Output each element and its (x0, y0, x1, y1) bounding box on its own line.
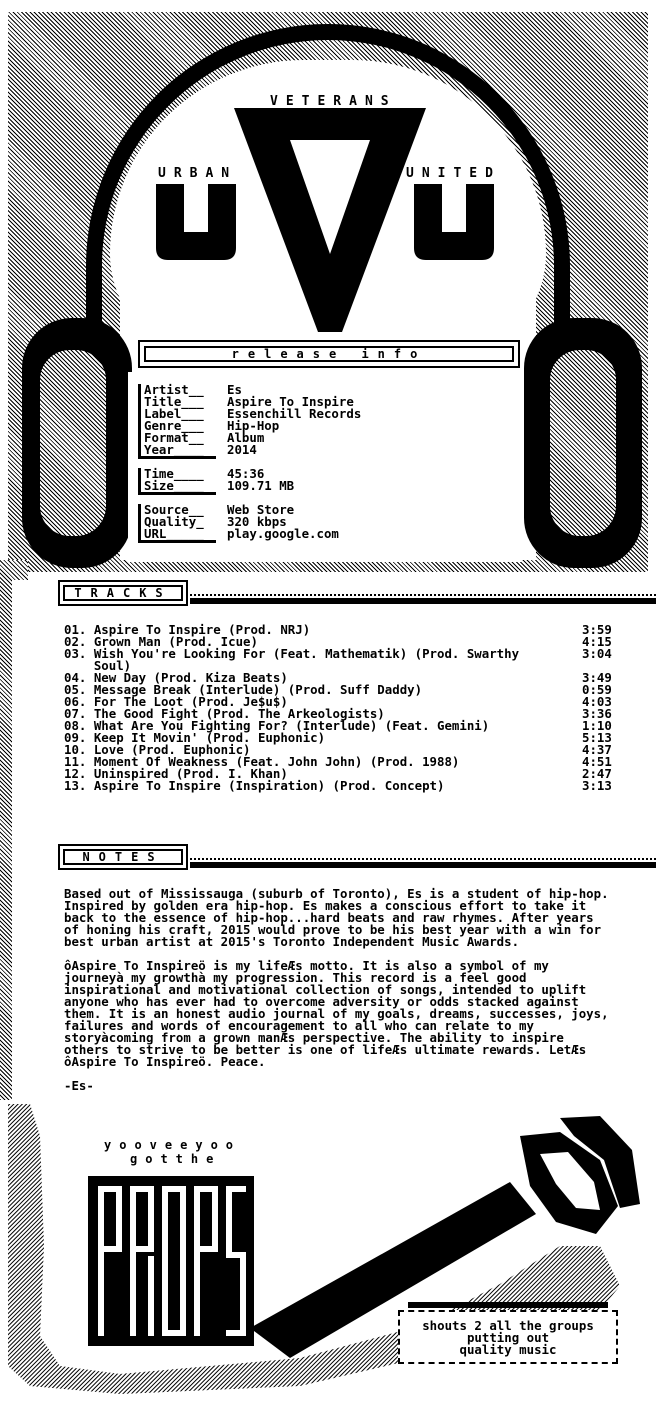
track-duration: 3:49 (582, 670, 612, 685)
info-group-size (138, 466, 295, 495)
info-label: Quality_ (144, 514, 204, 529)
info-value: Es (227, 382, 242, 397)
logo-v-shape (230, 104, 430, 336)
logo-u-left (154, 184, 238, 262)
track-list (64, 624, 624, 792)
info-value: Album (227, 430, 265, 445)
info-value: 2014 (227, 442, 257, 457)
info-label: Source__ (144, 502, 204, 517)
info-label: Year____ (144, 442, 204, 457)
track-duration: 5:13 (582, 730, 612, 745)
track-title: 03. Wish You're Looking For (Feat. Mathematik) (Prod. Swarthy Soul) (64, 646, 520, 673)
tracks-heading-rule (190, 598, 656, 604)
shouts-line: quality music (459, 1342, 557, 1357)
notes-heading-text: NOTES (82, 850, 164, 864)
track-title: 01. Aspire To Inspire (Prod. NRJ) (64, 622, 311, 637)
logo-word-urban: URBAN (158, 166, 238, 181)
info-label: Size____ (144, 478, 204, 493)
track-duration: 4:15 (582, 634, 612, 649)
track-row (64, 648, 624, 672)
track-duration: 4:51 (582, 754, 612, 769)
track-duration: 3:59 (582, 622, 612, 637)
footer-line-1: yooveeyoo (104, 1138, 242, 1152)
info-label: URL_____ (144, 526, 204, 541)
left-earcup-pad (40, 350, 106, 536)
info-row-url (144, 526, 339, 541)
track-title: 12. Uninspired (Prod. I. Khan) (64, 766, 288, 781)
shouts-box (398, 1310, 618, 1364)
track-duration: 3:04 (582, 646, 612, 661)
info-label: Title___ (144, 394, 204, 409)
track-duration: 4:37 (582, 742, 612, 757)
side-hatch-mask (12, 580, 30, 1100)
tracks-heading (58, 580, 188, 606)
track-duration: 4:03 (582, 694, 612, 709)
track-row (64, 780, 624, 792)
info-value: play.google.com (227, 526, 339, 541)
notes-text: Based out of Mississauga (suburb of Toronto), Es is a student of hip-hop. Inspired by golden era hip-hop. Es makes a conscious effort to take it back to the essence of hip-hop...hard beats and raw rhymes. After years of honing his craft, 2015 would prove to be his best year with a win for best urban artist at 2015's Toronto Independent Music Awards. ôAspire To Inspireö is my lifeÆs motto. It is also a symbol of my journeyà my growthà my progression. This record is a feel good inspirational and motivational collection of songs, intended to uplift anyone who has ever had to overcome adversity or odds stacked against them. It is an honest audio journal of my goals, dreams, successes, joys, failures and words of encouragement to all who can relate to my storyàcoming from a grown manÆs perspective. The ability to inspire others to strive to be better is one of lifeÆs ultimate rewards. LetÆs ôAspire To Inspireö. Peace. -Es- (64, 886, 609, 1093)
info-value: 45:36 (227, 466, 265, 481)
track-duration: 3:36 (582, 706, 612, 721)
release-info-heading-text: release info (231, 347, 427, 361)
info-value: Hip-Hop (227, 418, 280, 433)
track-title: 06. For The Loot (Prod. Je$u$) (64, 694, 288, 709)
track-duration: 0:59 (582, 682, 612, 697)
shouts-line: shouts 2 all the groups (422, 1318, 594, 1333)
footer-line-2: gotthe (130, 1152, 222, 1166)
release-info-panel (128, 372, 522, 562)
info-label: Artist__ (144, 382, 204, 397)
notes-heading (58, 844, 188, 870)
track-title: 08. What Are You Fighting For? (Interlude) (Feat. Gemini) (64, 718, 490, 733)
info-label: Label___ (144, 406, 204, 421)
shouts-line: putting out (466, 1330, 550, 1345)
info-group-source (138, 502, 339, 543)
track-title: 02. Grown Man (Prod. Icue) (64, 634, 258, 649)
shouts-box-topbar (408, 1302, 608, 1308)
track-title: 10. Love (Prod. Euphonic) (64, 742, 251, 757)
info-group-main (138, 382, 362, 459)
info-value: Web Store (227, 502, 295, 517)
track-duration: 1:10 (582, 718, 612, 733)
track-title: 05. Message Break (Interlude) (Prod. Suff Daddy) (64, 682, 423, 697)
tracks-heading-rule-dots (190, 594, 656, 596)
notes-heading-rule (190, 862, 656, 868)
track-title: 13. Aspire To Inspire (Inspiration) (Prod. Concept) (64, 778, 445, 793)
track-title: 11. Moment Of Weakness (Feat. John John) (Prod. 1988) (64, 754, 460, 769)
logo-word-united: UNITED (406, 166, 501, 181)
track-title: 09. Keep It Movin' (Prod. Euphonic) (64, 730, 326, 745)
tracks-heading-text: TRACKS (74, 586, 172, 600)
info-value: Essenchill Records (227, 406, 362, 421)
track-duration: 3:13 (582, 778, 612, 793)
right-earcup-pad (550, 350, 616, 536)
track-title: 07. The Good Fight (Prod. The Arkeologists) (64, 706, 385, 721)
logo-u-right (412, 184, 496, 262)
info-row-size (144, 478, 295, 493)
track-duration: 2:47 (582, 766, 612, 781)
info-row-year (144, 442, 257, 457)
info-value: Aspire To Inspire (227, 394, 354, 409)
info-value: 320 kbps (227, 514, 287, 529)
logo-word-veterans: VETERANS (270, 94, 397, 109)
release-info-heading (138, 340, 520, 368)
info-value: 109.71 MB (227, 478, 295, 493)
info-label: Genre___ (144, 418, 204, 433)
track-title: 04. New Day (Prod. Kiza Beats) (64, 670, 288, 685)
notes-heading-rule-dots (190, 858, 656, 860)
info-label: Time____ (144, 466, 204, 481)
info-label: Format__ (144, 430, 204, 445)
